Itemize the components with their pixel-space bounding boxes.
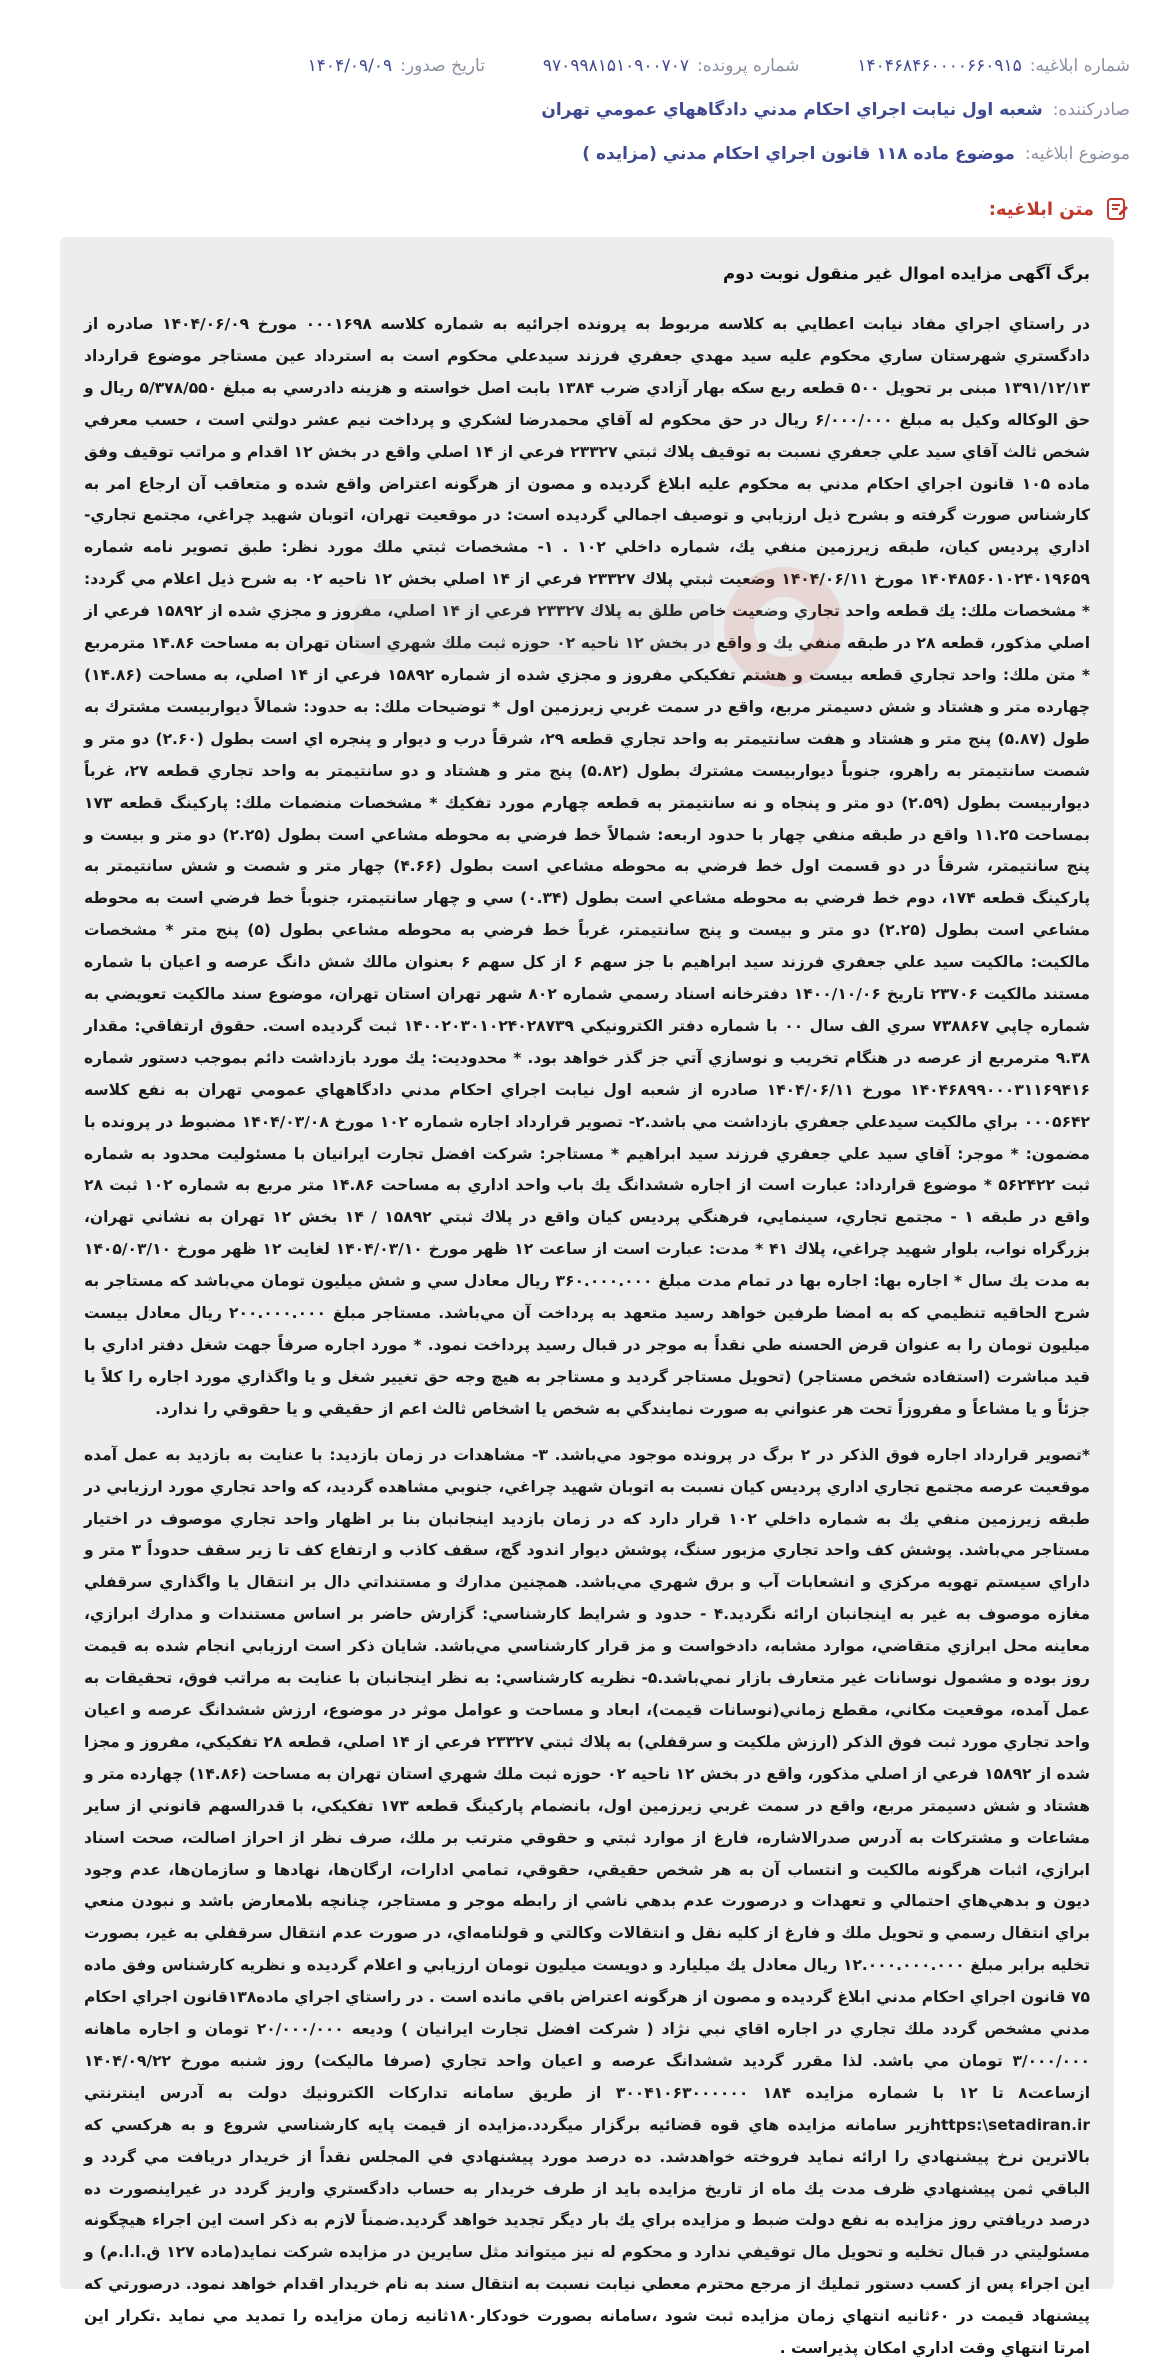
notice-number-value: ۱۴۰۴۶۸۴۶۰۰۰۰۶۶۰۹۱۵ <box>857 56 1022 76</box>
issuer-label: صادرکننده: <box>1052 100 1130 120</box>
issue-date-value: ۱۴۰۴/۰۹/۰۹ <box>307 56 393 76</box>
notice-number-label: شماره ابلاغیه: <box>1029 56 1130 76</box>
case-number-label: شماره پرونده: <box>697 56 800 76</box>
notice-meta-row <box>44 54 1130 78</box>
issuer-value: شعبه اول نیابت اجراي احکام مدني دادگاههاي عمومي تهران <box>541 100 1043 120</box>
issue-date <box>308 54 485 78</box>
notice-body <box>60 237 1114 2358</box>
notice-paragraph-1: در راستاي اجراي مفاد نيابت اعطايي به كلاسه مربوط به پرونده اجرائيه به شماره كلاسه ۰۰۰۱۶۹۸ مورخ ۱۴۰۴/۰۶/۰۹ صادره از دادگستري شهرستان ساري محكوم عليه سيد مهدي جعفري فرزند سيدعلي محكوم است به استرداد عين مستاجر موضوع قرارداد ۱۳۹۱/۱۲/۱۳ مبنی بر تحويل ۵۰۰ قطعه ربع سكه بهار آزادي ضرب ۱۳۸۴ بابت اصل خواسته و هزينه دادرسي به مبلغ ۵/۳۷۸/۵۵۰ ريال و حق الوكاله وكيل به مبلغ ۶/۰۰۰/۰۰۰ ريال در حق محكوم له آقاي محمدرضا لشكري و پرداخت نيم عشر دولتي است ، حسب معرفي شخص ثالث آقاي سيد علي جعفري نسبت به توقيف پلاك ثبتي ۲۳۳۲۷ فرعي از ۱۴ اصلي واقع در بخش ۱۲ اقدام و مراتب توقيف وفق ماده ۱۰۵ قانون اجراي احكام مدني به محكوم عليه ابلاغ گرديده و مصون از هرگونه اعتراض واقع شده و متعاقب آن ارجاع امر به كارشناس صورت گرفته و بشرح ذيل ارزيابي و توصيف اجمالي گرديده است: در موقعيت تهران، اتوبان شهيد چراغي، مجتمع تجاري- اداري پرديس كيان، طبقه زيرزمين منفي يك، شماره داخلي ۱۰۲ . ۱- مشخصات ثبتي ملك مورد نظر: طبق تصوير نامه شماره ۱۴۰۴۸۵۶۰۱۰۲۴۰۱۹۶۵۹ مورخ ۱۴۰۴/۰۶/۱۱ وضعيت ثبتي پلاك ۲۳۳۲۷ فرعي از ۱۴ اصلي بخش ۱۲ ناحيه ۰۲ به شرح ذيل اعلام مي گردد: * مشخصات ملك: يك قطعه واحد تجاري وضعيت خاص طلق به پلاك ۲۳۳۲۷ فرعي از ۱۴ اصلي، مفروز و مجزي شده از ۱۵۸۹۲ فرعي از اصلي مذكور، قطعه ۲۸ در طبقه منفي يك و واقع در بخش ۱۲ ناحيه ۰۲ حوزه ثبت ملك شهري استان تهران به مساحت ۱۴.۸۶ مترمربع * متن ملك: واحد تجاري قطعه بيست و هشتم تفكيكي مفروز و مجزي شده از شماره ۱۵۸۹۲ فرعي از ۱۴ اصلي، به مساحت (۱۴.۸۶) چهارده متر و هشتاد و شش دسيمتر مربع، واقع در سمت غربي زيرزمين اول * توضيحات ملك: به حدود: شمالاً ديواربيست مشترك به طول (۵.۸۷) پنج متر و هشتاد و هفت سانتيمتر به واحد تجاري قطعه ۲۹، شرقاً درب و ديوار و پنجره اي است بطول (۲.۶۰) دو متر و شصت سانتيمتر به راهرو، جنوباً ديواربيست مشترك بطول (۵.۸۲) پنج متر و هشتاد و دو سانتيمتر به واحد تجاري قطعه ۲۷، غرباً ديواربيست بطول (۲.۵۹) دو متر و پنجاه و نه سانتيمتر به قطعه چهارم مورد تفكيك * مشخصات منضمات ملك: پاركينگ قطعه ۱۷۳ بمساحت ۱۱.۲۵ واقع در طبقه منفي چهار با حدود اربعه: شمالاً خط فرضي به محوطه مشاعي است بطول (۲.۲۵) دو متر و بيست و پنج سانتيمتر، شرقاً در دو قسمت اول خط فرضي به محوطه مشاعي است بطول (۴.۶۶) چهار متر و شصت و شش سانتيمتر به پاركينگ قطعه ۱۷۴، دوم خط فرضي به محوطه مشاعي است بطول (۰.۳۴) سي و چهار سانتيمتر، جنوباً خط فرضي است به محوطه مشاعي است بطول (۲.۲۵) دو متر و بيست و پنج سانتيمتر، غرباً خط فرضي به محوطه مشاعي بطول (۵) پنج متر * مشخصات مالكيت: مالكيت سيد علي جعفري فرزند سيد ابراهيم با جز سهم ۶ از كل سهم ۶ بعنوان مالك شش دانگ عرصه و اعيان با شماره مستند مالكيت ۲۳۷۰۶ تاريخ ۱۴۰۰/۱۰/۰۶ دفترخانه اسناد رسمي شماره ۸۰۲ شهر تهران استان تهران، موضوع سند مالكيت تعويضي به شماره چاپي ۷۳۸۸۶۷ سري الف سال ۰۰ با شماره دفتر الكترونيكي ۱۴۰۰۲۰۳۰۱۰۲۴۰۲۸۷۳۹ ثبت گرديده است. حقوق ارتفاقي: مقدار ۹.۳۸ مترمربع از عرصه در هنگام تخريب و نوسازي آتي جز گذر خواهد بود. * محدوديت: يك مورد بازداشت دائم بموجب دستور شماره ۱۴۰۴۶۸۹۹۰۰۰۳۱۱۶۹۴۱۶ مورخ ۱۴۰۴/۰۶/۱۱ صادره از شعبه اول نيابت اجراي احكام مدني دادگاههاي عمومي تهران به نفع كلاسه ۰۰۰۵۶۴۲ براي مالكيت سيدعلي جعفري بازداشت مي باشد.۲- تصوير قرارداد اجاره شماره ۱۰۲ مورخ ۱۴۰۴/۰۳/۰۸ مضبوط در پرونده با مضمون: * موجر: آقاي سيد علي جعفري فرزند سيد ابراهيم * مستاجر: شركت افضل تجارت ايرانيان با مسئوليت محدود به شماره ثبت ۵۶۲۴۲۲ * موضوع قرارداد: عبارت است از اجاره ششدانگ يك باب واحد اداري به مساحت ۱۴.۸۶ متر مربع به شماره ۱۰۲ ثبت ۲۸ واقع در طبقه ۱ - مجتمع تجاري، سينمايي، فرهنگي پرديس كيان واقع در پلاك ثبتي ۱۵۸۹۲ / ۱۴ بخش ۱۲ تهران به نشاني تهران، بزرگراه نواب، بلوار شهيد چراغي، پلاك ۴۱ * مدت: عبارت است از ساعت ۱۲ ظهر مورخ ۱۴۰۴/۰۳/۱۰ لغايت ۱۲ ظهر مورخ ۱۴۰۵/۰۳/۱۰ به مدت يك سال * اجاره بها: اجاره بها در تمام مدت مبلغ ۳۶۰.۰۰۰.۰۰۰ ريال معادل سي و شش ميليون تومان مي‌باشد كه مستاجر به شرح الحاقيه تنظيمي كه به امضا طرفين خواهد رسيد متعهد به پرداخت آن مي‌باشد. مستاجر مبلغ ۲۰۰.۰۰۰.۰۰۰ ريال معادل بيست ميليون تومان را به عنوان قرض الحسنه طي نقداً به موجر در قبال رسيد پرداخت نمود. * مورد اجاره صرفاً جهت شغل دفتر اداري با قيد مباشرت (استفاده شخص مستاجر) (تحويل مستاجر گرديد و مستاجر به هيچ وجه حق تغيير شغل و يا واگذاري مورد اجاره را كلاً يا جزئاً و يا مشاعاً و مفروزاً تحت هر عنواني به صورت نمايندگي به شخص يا اشخاص ثالث اعم از حقيقي و يا حقوقي را ندارد. <box>84 315 1091 1418</box>
notice-heading <box>989 196 1130 222</box>
case-number <box>543 54 799 78</box>
case-number-value: ۹۷۰۹۹۸۱۵۱۰۹۰۰۷۰۷ <box>542 56 690 76</box>
notice-title: برگ آگهی مزایده اموال غیر منقول نوبت دوم <box>723 264 1090 283</box>
document-note-icon <box>1104 196 1130 222</box>
notice-heading-text: متن ابلاغیه: <box>988 198 1094 220</box>
subject-label: موضوع ابلاغیه: <box>1024 144 1130 164</box>
subject-value: موضوع ماده ۱۱۸ قانون اجراي احکام مدني (مزايده ) <box>582 144 1015 164</box>
notice-paragraph-2: *تصوير قرارداد اجاره فوق الذكر در ۲ برگ در پرونده موجود مي‌باشد. ۳- مشاهدات در زمان بازديد: با عنايت به بازديد به عمل آمده موقعيت عرصه مجتمع تجاري اداري پرديس كيان نسبت به اتوبان شهيد چراغي، جنوبي مشاهده گرديد، كه واحد تجاري مورد ارزيابي در طبقه زيرزمين منفي يك به شماره داخلي ۱۰۲ قرار دارد كه در زمان بازديد اينجانبان بنا بر اظهار واحد تجاري موصوف در اختيار مستاجر مي‌باشد. پوشش كف واحد تجاري مزبور سنگ، پوشش ديوار اندود گچ، سقف كاذب و ارتفاع كف تا زير سقف حدوداً ۳ متر و داراي سيستم تهويه مركزي و انشعابات آب و برق شهري مي‌باشد. همچنين مدارك و مستنداتي دال بر انتقال يا واگذاري سرقفلي مغازه موصوف به غير به اينجانبان ارائه نگرديد.۴ - حدود و شرايط كارشناسي: گزارش حاضر بر اساس مستندات و مدارك ابرازي، معاينه محل ابرازي متقاضي، موارد مشابه، دادخواست و مز قرار كارشناسي مي‌باشد. شايان ذكر است ارزيابي انجام شده به قيمت روز بوده و مشمول نوسانات غير متعارف بازار نمي‌باشد.۵- نظريه كارشناسي: به نظر اينجانبان با عنايت به مراتب فوق، تحقيقات به عمل آمده، موقعيت مكاني، مقطع زماني(نوسانات قيمت)، ابعاد و مساحت و عوامل موثر در موضوع، ارزش ششدانگ عرصه و اعيان واحد تجاري مورد ثبت فوق الذكر (ارزش ملكيت و سرقفلي) به پلاك ثبتي ۲۳۳۲۷ فرعي از ۱۴ اصلي، قطعه ۲۸ تفكيكي، مفروز و مجزا شده از ۱۵۸۹۲ فرعي از اصلي مذكور، واقع در بخش ۱۲ ناحيه ۰۲ حوزه ثبت ملك شهري استان تهران به مساحت (۱۴.۸۶) چهارده متر و هشتاد و شش دسيمتر مربع، واقع در سمت غربي زيرزمين اول، بانضمام پاركينگ قطعه ۱۷۳ تفكيكي، با قدرالسهم قانوني از ساير مشاعات و مشتركات به آدرس صدرالاشاره، فارغ از موارد ثبتي و حقوقي مترتب بر ملك، صرف نظر از احراز اصالت، صحت اسناد ابرازي، اثبات هرگونه مالكيت و انتساب آن به هر شخص حقيقي، حقوقي، تمامي ادارات، ارگان‌ها، نهادها و سازمان‌ها، عدم وجود ديون و بدهي‌هاي احتمالي و تعهدات و درصورت عدم بدهي ناشي از رابطه موجر و مستاجر، چنانچه بلامعارض باشد و نبودن منعي براي انتقال رسمي و تحويل ملك و فارغ از كليه نقل و انتقالات وكالتي و قولنامه‌اي، در صورت عدم انتقال سرقفلي به غير، بصورت تخليه برابر مبلغ ۱۲.۰۰۰.۰۰۰.۰۰۰ ريال معادل يك ميليارد و دويست ميليون تومان ارزيابي و اعلام گرديده و نظريه كارشناس وفق ماده ۷۵ قانون اجراي احكام مدني ابلاغ گرديده و مصون از هرگونه اعتراض باقي مانده است . در راستاي اجراي ماده۱۳۸قانون اجراي احكام مدني مشخص گردد ملك تجاري در اجاره اقاي نبي نژاد ( شركت افضل تجارت ايرانيان ) وديعه ۲۰/۰۰۰/۰۰۰ تومان و اجاره ماهانه ۳/۰۰۰/۰۰۰ تومان مي باشد. لذا مقرر گرديد ششدانگ عرصه و اعيان واحد تجاري (صرفا ماليكت) روز شنبه مورخ ۱۴۰۴/۰۹/۲۲ ازساعت۸ تا ۱۲ با شماره مزايده ۱۸۴ ۳۰۰۴۱۰۶۳۰۰۰۰۰۰ از طريق سامانه تداركات الكترونيك دولت به آدرس اينترنتي https:\setadiran.irزير سامانه مزايده هاي قوه قضائيه برگزار ميگردد.مزايده از قيمت پايه كارشناسي شروع و به هركسي كه بالاترين نرخ پيشنهادي را ارائه نمايد فروخته خواهدشد. ده درصد مورد پيشنهادي في المجلس نقداً از خريدار دريافت مي گردد و الباقي ثمن پيشنهادي ظرف مدت يك ماه از تاريخ مزايده بايد از طرف خريدار به حساب دادگستري واريز گردد در غيراينصورت ده درصد دريافتي روز مزايده به نفع دولت ضبط و مزايده براي يك بار ديگر تجديد خواهد گرديد.ضمناً لازم به ذكر است اين اجراء هيچگونه مسئوليتي در قبال تخليه و تحويل مال توقيفي ندارد و محكوم له نيز ميتواند مثل سايرين در مزايده شركت نمايد(ماده ۱۲۷ ق.ا.ا.م) و اين اجراء پس از كسب دستور تمليك از مرجع محترم معطي نيابت نسبت به انتقال سند به نام خريدار اقدام خواهد نمود. درصورتي كه پيشنهاد قيمت در ۶۰ثانيه انتهاي زمان مزايده ثبت شود ،سامانه بصورت خودكار۱۸۰ثانيه زمان مزايده را تمديد مي نمايد .تكرار اين امرتا انتهاي وقت اداري امكان پذيراست . <box>84 1445 1091 2358</box>
issue-date-label: تاریخ صدور: <box>400 56 485 76</box>
issuer-row <box>44 98 1130 122</box>
subject-row <box>44 142 1130 166</box>
notice-number <box>857 54 1130 78</box>
